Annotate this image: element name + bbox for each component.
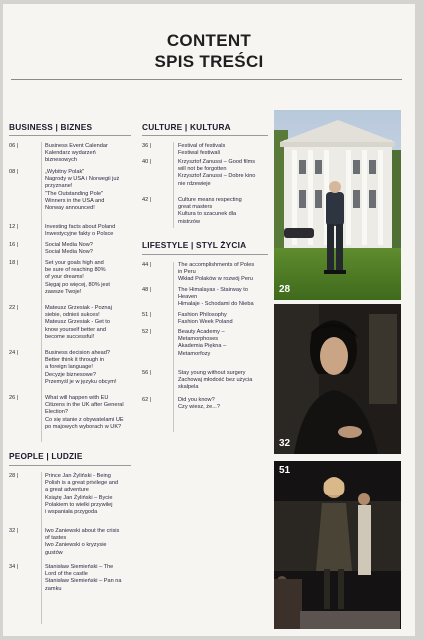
toc-page-number: 08 |	[9, 169, 19, 175]
toc-entry-line: of tastes	[45, 535, 67, 542]
toc-entry-line: What will happen with EU	[45, 395, 109, 401]
toc-entry-line: Social Media Now?	[45, 242, 93, 248]
toc-entry-line: siebie, odnieś sukces!	[45, 312, 100, 319]
page-title-english: CONTENT	[166, 31, 252, 50]
toc-entry-line: The Himalayas - Stairway to	[178, 287, 248, 293]
portrait-photo-illustration	[274, 304, 401, 454]
toc-entry-line: Mateusz Grzesiak - Poznaj	[45, 305, 112, 311]
toc-entry-text	[45, 473, 118, 516]
photo-portrait	[274, 304, 401, 454]
toc-entry-text	[178, 287, 254, 309]
toc-page-number: 06 |	[9, 143, 19, 149]
toc-entry-line: Winners in the USA and	[45, 197, 105, 204]
section-heading-people: PEOPLE | LUDZIE	[9, 451, 83, 461]
photo-runway	[274, 461, 401, 629]
toc-entry-line: Krzysztof Zanussi – Good films	[178, 159, 256, 165]
toc-entry-line: przyznane!	[45, 183, 73, 190]
photo-page-number: 32	[279, 438, 291, 449]
toc-entry-line: zamku	[45, 585, 62, 592]
section-heading-business: BUSINESS | BIZNES	[9, 122, 93, 132]
toc-entry-text	[178, 370, 252, 392]
toc-entry-line: be sure of reaching 80%	[45, 267, 106, 274]
toc-entry-line: biznesowych	[45, 157, 78, 164]
toc-entry-text	[178, 397, 220, 411]
toc-page-number: 28 |	[9, 473, 19, 479]
toc-entry-line: Culture means respecting	[178, 197, 242, 203]
toc-entry-line: Książę Jan Żyliński – Bycie	[45, 494, 113, 501]
toc-entry-line: Set your goals high and	[45, 260, 104, 266]
toc-entry-line: Metamorfozy	[178, 350, 211, 357]
toc-page-number: 52 |	[142, 329, 152, 335]
toc-entry-text	[45, 528, 119, 557]
toc-entry-line: Norway announced!	[45, 205, 95, 212]
number-column-rule	[41, 472, 42, 624]
toc-entry-line: skalpela	[178, 384, 199, 391]
toc-entry-line: Beauty Academy –	[178, 329, 225, 335]
toc-entry-line: Co się stanie z obywatelami UE	[45, 416, 124, 423]
section-divider	[9, 135, 131, 136]
toc-entry-text	[178, 197, 242, 226]
toc-entry-line: great masters	[178, 204, 213, 211]
toc-page-number: 44 |	[142, 262, 152, 268]
toc-entry-line: Business Event Calendar	[45, 143, 108, 149]
toc-page-number: 40 |	[142, 159, 152, 165]
toc-entry-line: Iwo Zaniewski o kryzysie	[45, 542, 107, 549]
runway-photo-illustration	[274, 461, 401, 629]
toc-entry-line: Stay young without surgery	[178, 370, 246, 376]
toc-entry-line: nie rdzewieje	[178, 180, 211, 187]
toc-entry-line: Did you know?	[178, 397, 215, 403]
palace-photo-illustration	[274, 110, 401, 300]
toc-entry-line: Fashion Philosophy	[178, 312, 227, 318]
toc-entry-line: Krzysztof Zanussi – Dobre kino	[178, 173, 256, 180]
toc-entry-line: Festival of festivals	[178, 143, 226, 149]
toc-entry-line: Lord of the castle	[45, 571, 88, 578]
toc-entry-line: zawsze Twoje!	[45, 288, 82, 295]
toc-entry-line: Prince Jan Żyliński - Being	[45, 473, 111, 479]
toc-entry-line: i wspaniała przygoda	[45, 509, 98, 516]
toc-entry-line: Polish is a great privilege and	[45, 480, 119, 487]
toc-entry-line: mistrzów	[178, 218, 201, 225]
toc-entry-line: Iwo Zaniewski about the crisis	[45, 528, 120, 534]
section-divider	[142, 135, 268, 136]
toc-entry-text	[45, 395, 124, 431]
section-heading-culture: CULTURE | KULTURA	[142, 122, 231, 132]
toc-page-number: 34 |	[9, 564, 19, 570]
toc-entry-line: will not be forgotten	[178, 166, 227, 173]
toc-entry-text	[178, 312, 233, 326]
toc-page-number: 12 |	[9, 224, 19, 230]
toc-entry-line: Mateusz Grzesiak - Get to	[45, 319, 110, 326]
toc-entry-text	[178, 262, 254, 284]
toc-page-number: 16 |	[9, 242, 19, 248]
number-column-rule	[173, 142, 174, 228]
magazine-page	[3, 4, 415, 636]
toc-entry-line: Czy wiesz, że...?	[178, 404, 220, 411]
toc-entry-text	[45, 260, 110, 296]
photo-palace-man	[274, 110, 401, 300]
toc-entry-line: Business decision ahead?	[45, 350, 110, 356]
toc-entry-line: a great adventure	[45, 487, 89, 494]
toc-entry-line: po majowych wyborach w UK?	[45, 423, 122, 430]
toc-entry-line: „Wybitny Polak"	[45, 169, 85, 175]
toc-entry-text	[45, 242, 93, 256]
toc-entry-line: Decyzje biznesowe?	[45, 371, 96, 378]
section-divider	[9, 465, 131, 466]
toc-page-number: 42 |	[142, 197, 152, 203]
toc-page-number: 36 |	[142, 143, 152, 149]
toc-page-number: 32 |	[9, 528, 19, 534]
number-column-rule	[41, 142, 42, 442]
section-divider	[142, 254, 268, 255]
toc-entry-line: Metamorphoses	[178, 336, 219, 343]
toc-entry-line: Nagrody w USA i Norwegii już	[45, 176, 120, 183]
toc-page-number: 56 |	[142, 370, 152, 376]
photo-page-number: 51	[279, 465, 291, 476]
toc-entry-line: in Peru	[178, 269, 196, 276]
toc-entry-text	[178, 329, 226, 358]
toc-entry-line: Inwestycyjne fakty o Polsce	[45, 231, 114, 238]
toc-entry-line: Investing facts about Poland	[45, 224, 116, 230]
toc-entry-line: Heaven	[178, 294, 198, 301]
number-column-rule	[173, 262, 174, 432]
toc-entry-text	[45, 564, 122, 593]
toc-entry-line: Akademia Piękna –	[178, 343, 227, 350]
toc-entry-line: Festiwal festiwali	[178, 150, 220, 157]
toc-entry-line: of your dreams!	[45, 274, 84, 281]
toc-entry-line: Kultura to szacunek dla	[178, 211, 237, 218]
toc-entry-line: gustów	[45, 549, 63, 556]
toc-entry-text	[45, 305, 112, 341]
toc-entry-line: Fashion Week Poland	[178, 319, 233, 326]
toc-entry-text	[178, 143, 225, 157]
toc-page-number: 62 |	[142, 397, 152, 403]
toc-entry-line: Better think it through in	[45, 357, 105, 364]
toc-entry-line: Stanisław Siemieński – Pan na	[45, 578, 122, 585]
page-title-polish: SPIS TREŚCI	[154, 52, 264, 71]
toc-entry-line: "The Outstanding Pole"	[45, 190, 104, 197]
toc-entry-text	[45, 143, 108, 165]
toc-entry-line: Himalaje - Schodami do Nieba	[178, 301, 254, 308]
toc-entry-text	[45, 224, 115, 238]
toc-entry-line: Kalendarz wydarzeń	[45, 150, 96, 157]
toc-entry-line: Citizens in the UK after General	[45, 402, 124, 409]
title-divider	[11, 79, 402, 80]
section-heading-lifestyle: LIFESTYLE | STYL ŻYCIA	[142, 240, 247, 250]
toc-entry-line: Election?	[45, 409, 69, 416]
toc-entry-text	[45, 169, 119, 212]
toc-entry-line: Social Media Now?	[45, 249, 93, 256]
toc-page-number: 51 |	[142, 312, 152, 318]
toc-page-number: 24 |	[9, 350, 19, 356]
toc-page-number: 18 |	[9, 260, 19, 266]
toc-entry-line: a foreign language!	[45, 364, 93, 371]
toc-entry-line: become successful!	[45, 333, 95, 340]
toc-entry-line: Wkład Polaków w rozwój Peru	[178, 276, 253, 283]
toc-entry-line: Sięgaj po więcej, 80% jest	[45, 281, 110, 288]
toc-entry-line: Polakiem to wielki przywilej	[45, 501, 113, 508]
toc-entry-line: Zachowaj młodość bez użycia	[178, 377, 253, 384]
toc-entry-line: Stanisław Siemieński – The	[45, 564, 114, 570]
toc-entry-line: know yourself better and	[45, 326, 106, 333]
toc-entry-line: The accomplishments of Poles	[178, 262, 255, 268]
toc-entry-line: Przemyśl je w języku obcym!	[45, 378, 117, 385]
toc-entry-text	[178, 159, 255, 188]
photo-page-number: 28	[279, 284, 291, 295]
toc-page-number: 22 |	[9, 305, 19, 311]
toc-entry-text	[45, 350, 117, 386]
toc-page-number: 48 |	[142, 287, 152, 293]
toc-page-number: 26 |	[9, 395, 19, 401]
